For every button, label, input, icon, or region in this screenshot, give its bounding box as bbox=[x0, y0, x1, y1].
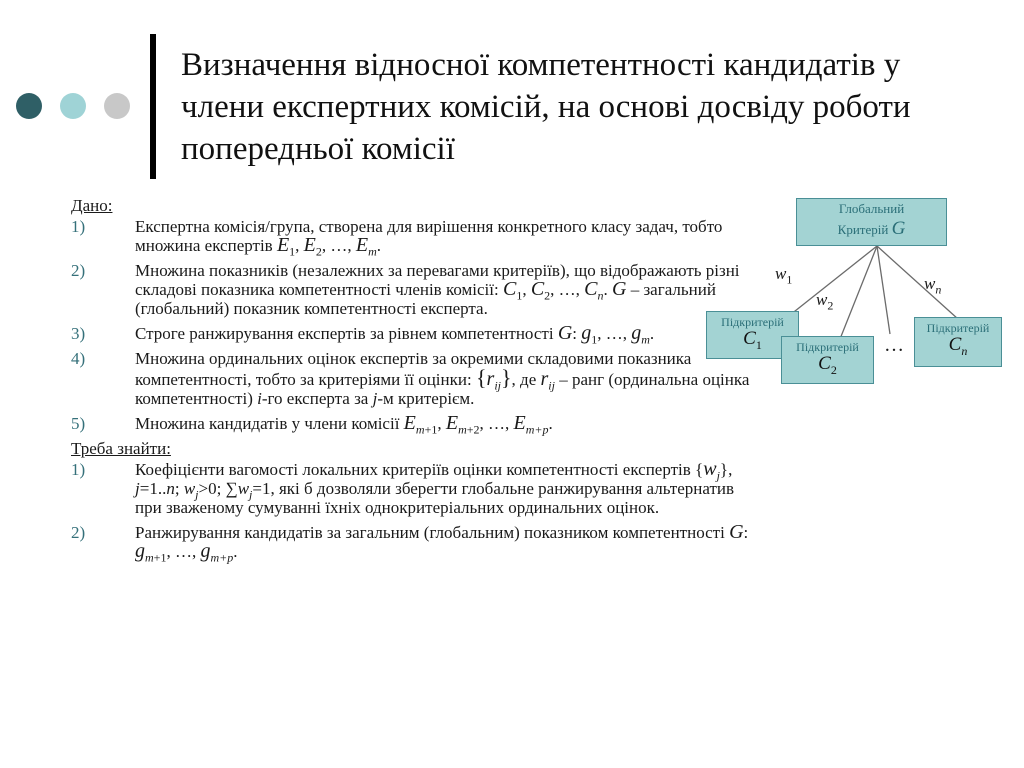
list-number: 3) bbox=[71, 324, 86, 343]
find-heading: Треба знайти: bbox=[71, 439, 171, 458]
given-item-4 bbox=[71, 349, 761, 408]
subcriterion-c2-box bbox=[781, 336, 874, 384]
edge-root-cn bbox=[877, 246, 958, 319]
weight-wn-label: $w_n$ bbox=[924, 274, 942, 297]
list-number: 5) bbox=[71, 414, 86, 433]
find-item-2 bbox=[71, 521, 761, 565]
list-number: 1) bbox=[71, 217, 86, 236]
decor-dot-grey bbox=[104, 93, 130, 119]
weight-w2-label: $w_2$ bbox=[816, 290, 834, 313]
given-item-2 bbox=[71, 261, 761, 318]
slide-title: Визначення відносної компетентності кандидатів у члени експертних комісій, на основі досвіду роботи попередньої комісії bbox=[181, 47, 911, 167]
weight-w1-label: $w_1$ bbox=[775, 264, 793, 287]
c2-symbol: $C_2$ bbox=[818, 353, 837, 377]
given-item-3-text: Строге ранжирування експертів за рівнем компетентності G: $g_1$, …, $g_m$. bbox=[135, 322, 655, 347]
root-criterion-box bbox=[796, 198, 947, 246]
root-symbol: G bbox=[891, 218, 906, 239]
list-number: 1) bbox=[71, 460, 86, 479]
subcriterion-label: Підкритерій bbox=[721, 315, 784, 329]
slide-body bbox=[71, 196, 761, 567]
title-divider bbox=[150, 34, 156, 179]
list-number: 2) bbox=[71, 523, 86, 542]
root-label-2: Критерій bbox=[837, 222, 889, 237]
list-number: 4) bbox=[71, 349, 86, 368]
find-item-1 bbox=[71, 460, 761, 517]
given-item-2-text: Множина показників (незалежних за перевагами критеріїв), що відображають різні складові показника компетентності членів комісії: $C_1$, $C_2$, …, $C_n$. G – загальний (глобальний) показник компетентності експерта. bbox=[135, 261, 740, 318]
find-item-1-text: Коефіцієнти вагомості локальних критеріїв оцінки компетентності експертів $\{w_j\}$, j=1..n; $w_j>0$; $\sum w_j=1$, які б дозволяли зберегти глобальне ранжирування альтернатив при зваженому сумуванні їхніх однокритеріальних ординальних оцінок. bbox=[135, 458, 735, 517]
find-item-2-text: Ранжирування кандидатів за загальним (глобальним) показником компетентності G: $g_{m+1}$, …, $g_{m+p}$. bbox=[135, 521, 749, 565]
given-item-1 bbox=[71, 217, 761, 259]
c1-symbol: $C_1$ bbox=[743, 328, 762, 352]
decor-dot-light bbox=[60, 93, 86, 119]
given-item-4-text: Множина ординальних оцінок експертів за окремими складовими показника компетентності, тобто за критеріями її оцінки: $\{r_{ij}\}$, де $r_{ij}$ – ранг (ординальна оцінка компетентності) i-го експерта за j-м критерієм. bbox=[135, 349, 750, 408]
subcriterion-label: Підкритерій bbox=[926, 321, 990, 335]
given-item-5 bbox=[71, 412, 761, 437]
subcriterion-cn-box bbox=[914, 317, 1002, 367]
subcriterion-label: Підкритерій bbox=[796, 340, 859, 354]
decor-dot-dark bbox=[16, 93, 42, 119]
cn-symbol: $C_n$ bbox=[948, 334, 968, 358]
list-number: 2) bbox=[71, 261, 86, 280]
criteria-tree-diagram bbox=[700, 194, 1010, 394]
given-item-1-text: Експертна комісія/група, створена для вирішення конкретного класу задач, тобто множина експертів $E_1$, $E_2$, …, $E_m$. bbox=[135, 217, 723, 259]
given-item-5-text: Множина кандидатів у члени комісії $E_{m+1}$, $E_{m+2}$, …, $E_{m+p}$. bbox=[135, 412, 553, 437]
more-subcriteria-ellipsis: … bbox=[884, 334, 904, 356]
root-label: Глобальний bbox=[838, 201, 905, 216]
given-item-3 bbox=[71, 322, 761, 347]
edge-root-middle bbox=[877, 246, 890, 334]
given-heading: Дано: bbox=[71, 196, 113, 215]
